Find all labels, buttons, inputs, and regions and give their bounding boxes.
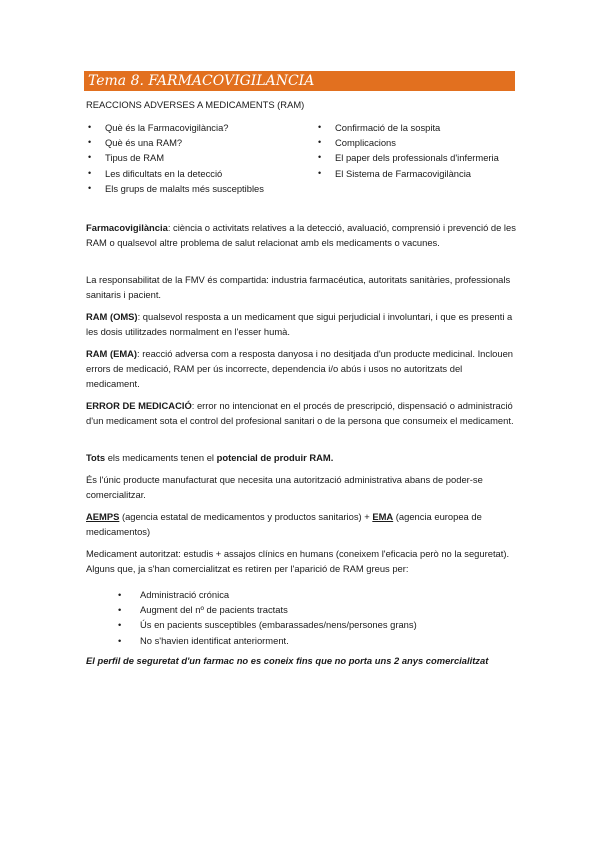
list-item-text: Augment del nº de pacients tractats	[140, 604, 288, 616]
list-item-text: Tipus de RAM	[105, 152, 165, 164]
bullet-icon: •	[318, 137, 322, 148]
list-item-text: Les dificultats en la detecció	[105, 167, 223, 179]
term: RAM (EMA)	[86, 348, 138, 359]
list-item-text: El Sistema de Farmacovigilància	[335, 167, 471, 179]
bullet-icon: •	[88, 137, 92, 148]
term: ERROR DE MEDICACIÓ	[86, 400, 192, 411]
bullet-icon: •	[88, 167, 92, 178]
bullet-icon: •	[118, 589, 122, 600]
bullet-icon: •	[318, 122, 322, 132]
paragraph-agencies	[86, 509, 518, 539]
paragraph-unic: És l'únic producte manufacturat que necesita una autorització administrativa abans de poder-se comercialitzar.	[86, 474, 483, 501]
definition-farmacovigilancia	[86, 220, 518, 250]
final-note: El perfil de seguretat d'un farmac no es coneix fins que no porta uns 2 anys comercialitzat	[86, 655, 489, 666]
paragraph-text: (agencia estatal de medicamentos y productos sanitarios) +	[119, 511, 373, 522]
term: Farmacovigilància	[86, 222, 168, 233]
definition-text: : reacció adversa com a resposta danyosa i no desitjada d'un producte medicinal. Inclouen errors de medicació, RAM per ús incorrecte, dependencia i/o abús i usos no autoritzats del medicament.	[86, 348, 514, 390]
aemps-term: AEMPS	[86, 511, 120, 522]
list-item-text: Confirmació de la sospita	[335, 122, 441, 133]
paragraph-text: els medicaments tenen el	[105, 452, 217, 463]
list-item-text: No s'havien identificat anteriorment.	[140, 634, 289, 646]
bullet-icon: •	[88, 152, 92, 163]
paragraph-text: (agencia europea de medicamentos)	[86, 511, 482, 538]
definition-ram-ema	[86, 346, 518, 392]
bullet-icon: •	[318, 167, 322, 178]
list-item-text: Què és la Farmacovigilància?	[105, 122, 229, 133]
definition-ram-oms	[86, 309, 518, 339]
list-item-text: Administració crónica	[140, 589, 230, 600]
list-item-text: Els grups de malalts més susceptibles	[105, 182, 264, 194]
emphasis: Tots	[86, 452, 106, 463]
bullet-icon: •	[318, 152, 322, 163]
bullet-icon: •	[88, 182, 92, 193]
title-banner	[84, 71, 515, 91]
emphasis: potencial de produir RAM.	[216, 452, 334, 463]
paragraph-tots	[86, 450, 518, 465]
page-title: Tema 8. FARMACOVIGILANCIA	[88, 73, 315, 89]
list-item-text: Què és una RAM?	[105, 137, 183, 149]
list-item-text: Complicacions	[335, 137, 396, 149]
bullet-icon: •	[118, 634, 122, 646]
paragraph-responsabilitat: La responsabilitat de la FMV és compartida: industria farmacéutica, autoritats sanitàries, professionals sanitaris i pacient.	[86, 274, 511, 301]
definition-error-medicacio	[86, 398, 518, 428]
bullet-icon: •	[88, 122, 92, 132]
list-item-text: Ús en pacients susceptibles (embarassades/nens/persones grans)	[140, 619, 417, 631]
definition-text: : qualsevol resposta a un medicament que sigui perjudicial i involuntari, i que es presenti a les dosis utilitzades normalment en l'esser humà.	[86, 311, 513, 338]
term: RAM (OMS)	[86, 311, 138, 322]
ema-term: EMA	[372, 511, 394, 522]
bullet-icon: •	[118, 604, 122, 616]
list-item-text: El paper dels professionals d'infermeria	[335, 152, 499, 164]
paragraph-autoritzat: Medicament autoritzat: estudis + assajos clínics en humans (coneixem l'eficacia però no la seguretat). Alguns que, ja s'han comercialitzat es retiren per l'aparició de RAM greus per:	[86, 548, 510, 575]
definition-text: : ciència o activitats relatives a la detecció, avaluació, comprensió i prevenció de les RAM o qualsevol altre problema de salut relacionat amb els medicaments o vacunes.	[86, 222, 516, 249]
definition-text: : error no intencionat en el procés de prescripció, dispensació o administració d'un medicament sota el control del profesional sanitari o de la persona que consumeix el medicament.	[86, 400, 514, 427]
section-subtitle: REACCIONS ADVERSES A MEDICAMENTS (RAM)	[86, 99, 305, 110]
bullet-icon: •	[118, 619, 122, 631]
